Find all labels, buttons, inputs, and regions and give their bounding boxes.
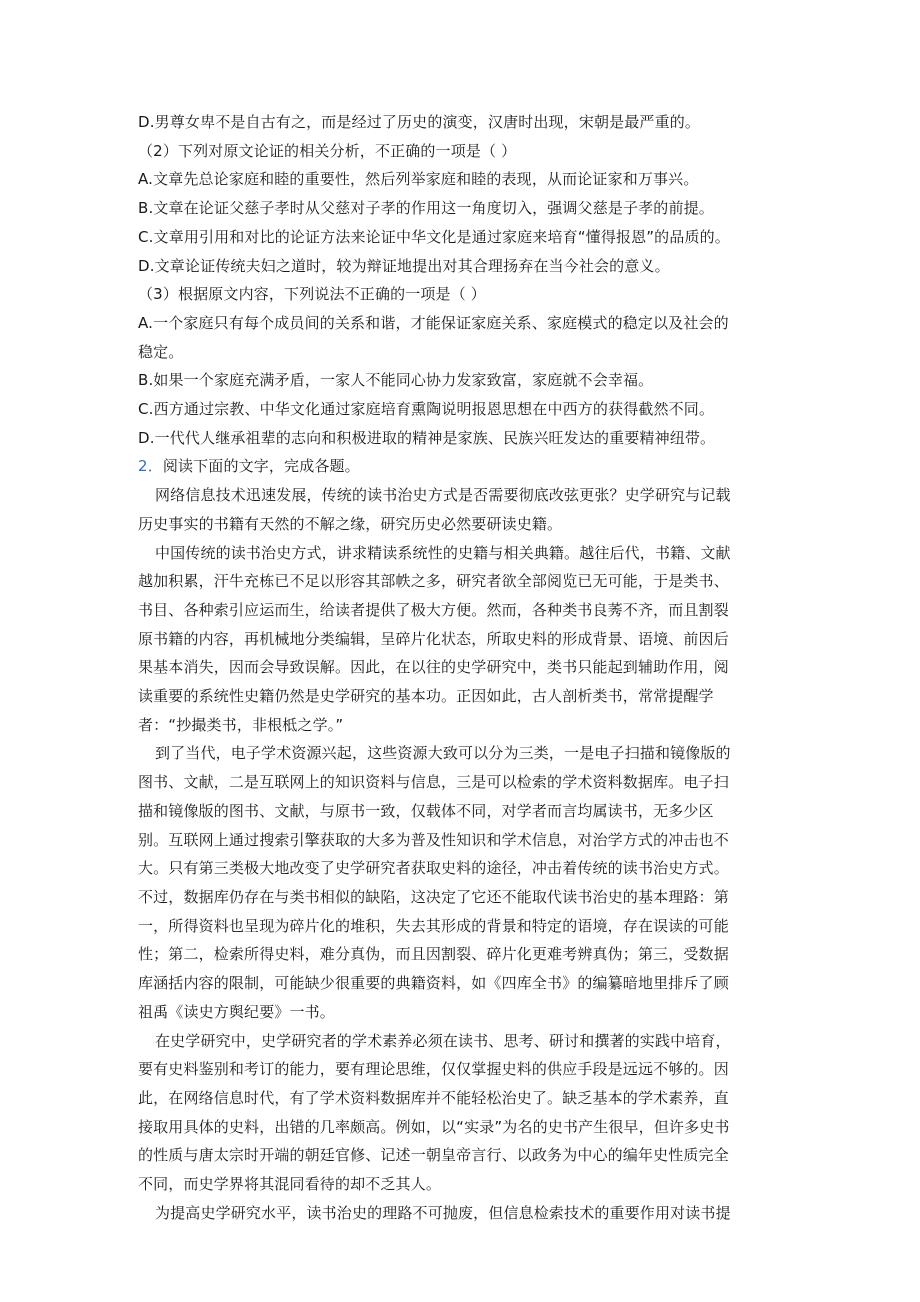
q3-option-a-cont: 稳定。: [138, 342, 184, 361]
q3-option-b: B.如果一个家庭充满矛盾，一家人不能同心协力发家致富，家庭就不会幸福。: [138, 371, 654, 390]
passage-paragraph-2: [138, 539, 786, 740]
passage-line: 祖禹《读史方舆纪要》一书。: [138, 1002, 335, 1021]
passage-line: 一，所得资料也呈现为碎片化的堆积，失去其形成的背景和特定的语境，存在误读的可能: [138, 916, 729, 935]
passage-line: 果基本消失，因而会导致误解。因此，在以往的史学研究中，类书只能起到辅助作用，阅: [138, 658, 729, 677]
passage-line: 原书籍的内容，再机械地分类编辑，呈碎片化状态，所取史料的形成背景、语境、前因后: [138, 629, 729, 648]
passage-line: 库涵括内容的限制，可能缺少很重要的典籍资料，如《四库全书》的编纂暗地里排斥了顾: [138, 974, 729, 993]
passage-line: 要有史料鉴别和考订的能力，要有理论思维，仅仅掌握史料的供应手段是远远不够的。因: [138, 1060, 729, 1079]
passage-line: 接取用具体的史料，出错的几率颇高。例如，以“实录”为名的史书产生很早，但许多史书: [138, 1117, 730, 1136]
passage-line: 为提高史学研究水平，读书治史的理路不可抛废，但信息检索技术的重要作用对读书提: [155, 1203, 731, 1222]
q2-option-a: A.文章先总论家庭和睦的重要性，然后列举家庭和睦的表现，从而论证家和万事兴。: [138, 170, 699, 189]
question-2-heading: [138, 452, 786, 481]
passage-line: 历史事实的书籍有天然的不解之缘，研究历史必然要研读史籍。: [138, 514, 563, 533]
passage-line: 在史学研究中，史学研究者的学术素养必须在读书、思考、研讨和撰著的实践中培育，: [155, 1031, 731, 1050]
passage-line: 越加积累，汗牛充栋已不足以形容其部帙之多，研究者欲全部阅览已无可能，于是类书、: [138, 572, 729, 591]
passage-paragraph-4: [138, 1027, 786, 1199]
q2-option-c: C.文章用引用和对比的论证方法来论证中华文化是通过家庭来培育“懂得报恩”的品质的。: [138, 227, 730, 246]
q3-option-d: D.一代代人继承祖辈的志向和积极进取的精神是家族、民族兴旺发达的重要精神纽带。: [138, 428, 716, 447]
passage-line: 不同，而史学界将其混同看待的却不乏其人。: [138, 1175, 442, 1194]
q3-option-c: C.西方通过宗教、中华文化通过家庭培育熏陶说明报恩思想在中西方的获得截然不同。: [138, 400, 715, 419]
passage-line: 别。互联网上通过搜索引擎获取的大多为普及性知识和学术信息，对治学方式的冲击也不: [138, 830, 729, 849]
passage-line: 者：“抄撮类书，非根柢之学。”: [138, 715, 344, 734]
passage-paragraph-3: [138, 739, 786, 1026]
passage-line: 此，在网络信息时代，有了学术资料数据库并不能轻松治史了。缺乏基本的学术素养，直: [138, 1088, 729, 1107]
q2-stem: （2）下列对原文论证的相关分析，不正确的一项是（ ）: [138, 141, 517, 160]
passage-paragraph-5: [138, 1199, 786, 1228]
passage-line: 网络信息技术迅速发展，传统的读书治史方式是否需要彻底改弦更张？史学研究与记载: [155, 486, 731, 505]
passage-paragraph-1: [138, 481, 786, 538]
passage-line: 不过，数据库仍存在与类书相似的缺陷，这决定了它还不能取代读书治史的基本理路：第: [138, 887, 729, 906]
passage-line: 描和镜像版的图书、文献，与原书一致，仅载体不同，对学者而言均属读书，无多少区: [138, 801, 714, 820]
q1-option-d: D.男尊女卑不是自古有之，而是经过了历史的演变，汉唐时出现，宋朝是最严重的。: [138, 113, 701, 131]
passage-line: 中国传统的读书治史方式，讲求精读系统性的史籍与相关典籍。越往后代，书籍、文献: [155, 543, 731, 562]
passage-line: 图书、文献，二是互联网上的知识资料与信息，三是可以检索的学术资料数据库。电子扫: [138, 773, 729, 792]
question-instruction: 阅读下面的文字，完成各题。: [162, 457, 360, 476]
question-number: 2．: [138, 457, 163, 476]
passage-line: 读重要的系统性史籍仍然是史学研究的基本功。正因如此，古人剖析类书，常常提醒学: [138, 687, 714, 706]
passage-line: 性；第二，检索所得史料，难分真伪，而且因割裂、碎片化更难考辨真伪；第三，受数据: [138, 945, 729, 964]
passage-line: 到了当代，电子学术资源兴起，这些资源大致可以分为三类，一是电子扫描和镜像版的: [155, 744, 731, 763]
passage-line: 书目、各种索引应运而生，给读者提供了极大方便。然而，各种类书良莠不齐，而且割裂: [138, 600, 729, 619]
q3-option-a: A.一个家庭只有每个成员间的关系和谐，才能保证家庭关系、家庭模式的稳定以及社会的: [138, 313, 729, 332]
document-page: [138, 108, 786, 1227]
q3-stem: （3）根据原文内容，下列说法不正确的一项是（ ）: [138, 285, 486, 304]
passage-line: 的性质与唐太宗时开端的朝廷官修、记述一朝皇帝言行、以政务为中心的编年史性质完全: [138, 1146, 729, 1165]
passage-line: 大。只有第三类极大地改变了史学研究者获取史料的途径，冲击着传统的读书治史方式。: [138, 859, 729, 878]
q2-option-b: B.文章在论证父慈子孝时从父慈对子孝的作用这一角度切入，强调父慈是子孝的前提。: [138, 199, 714, 218]
q2-option-d: D.文章论证传统夫妇之道时，较为辩证地提出对其合理扬弃在当今社会的意义。: [138, 256, 670, 275]
